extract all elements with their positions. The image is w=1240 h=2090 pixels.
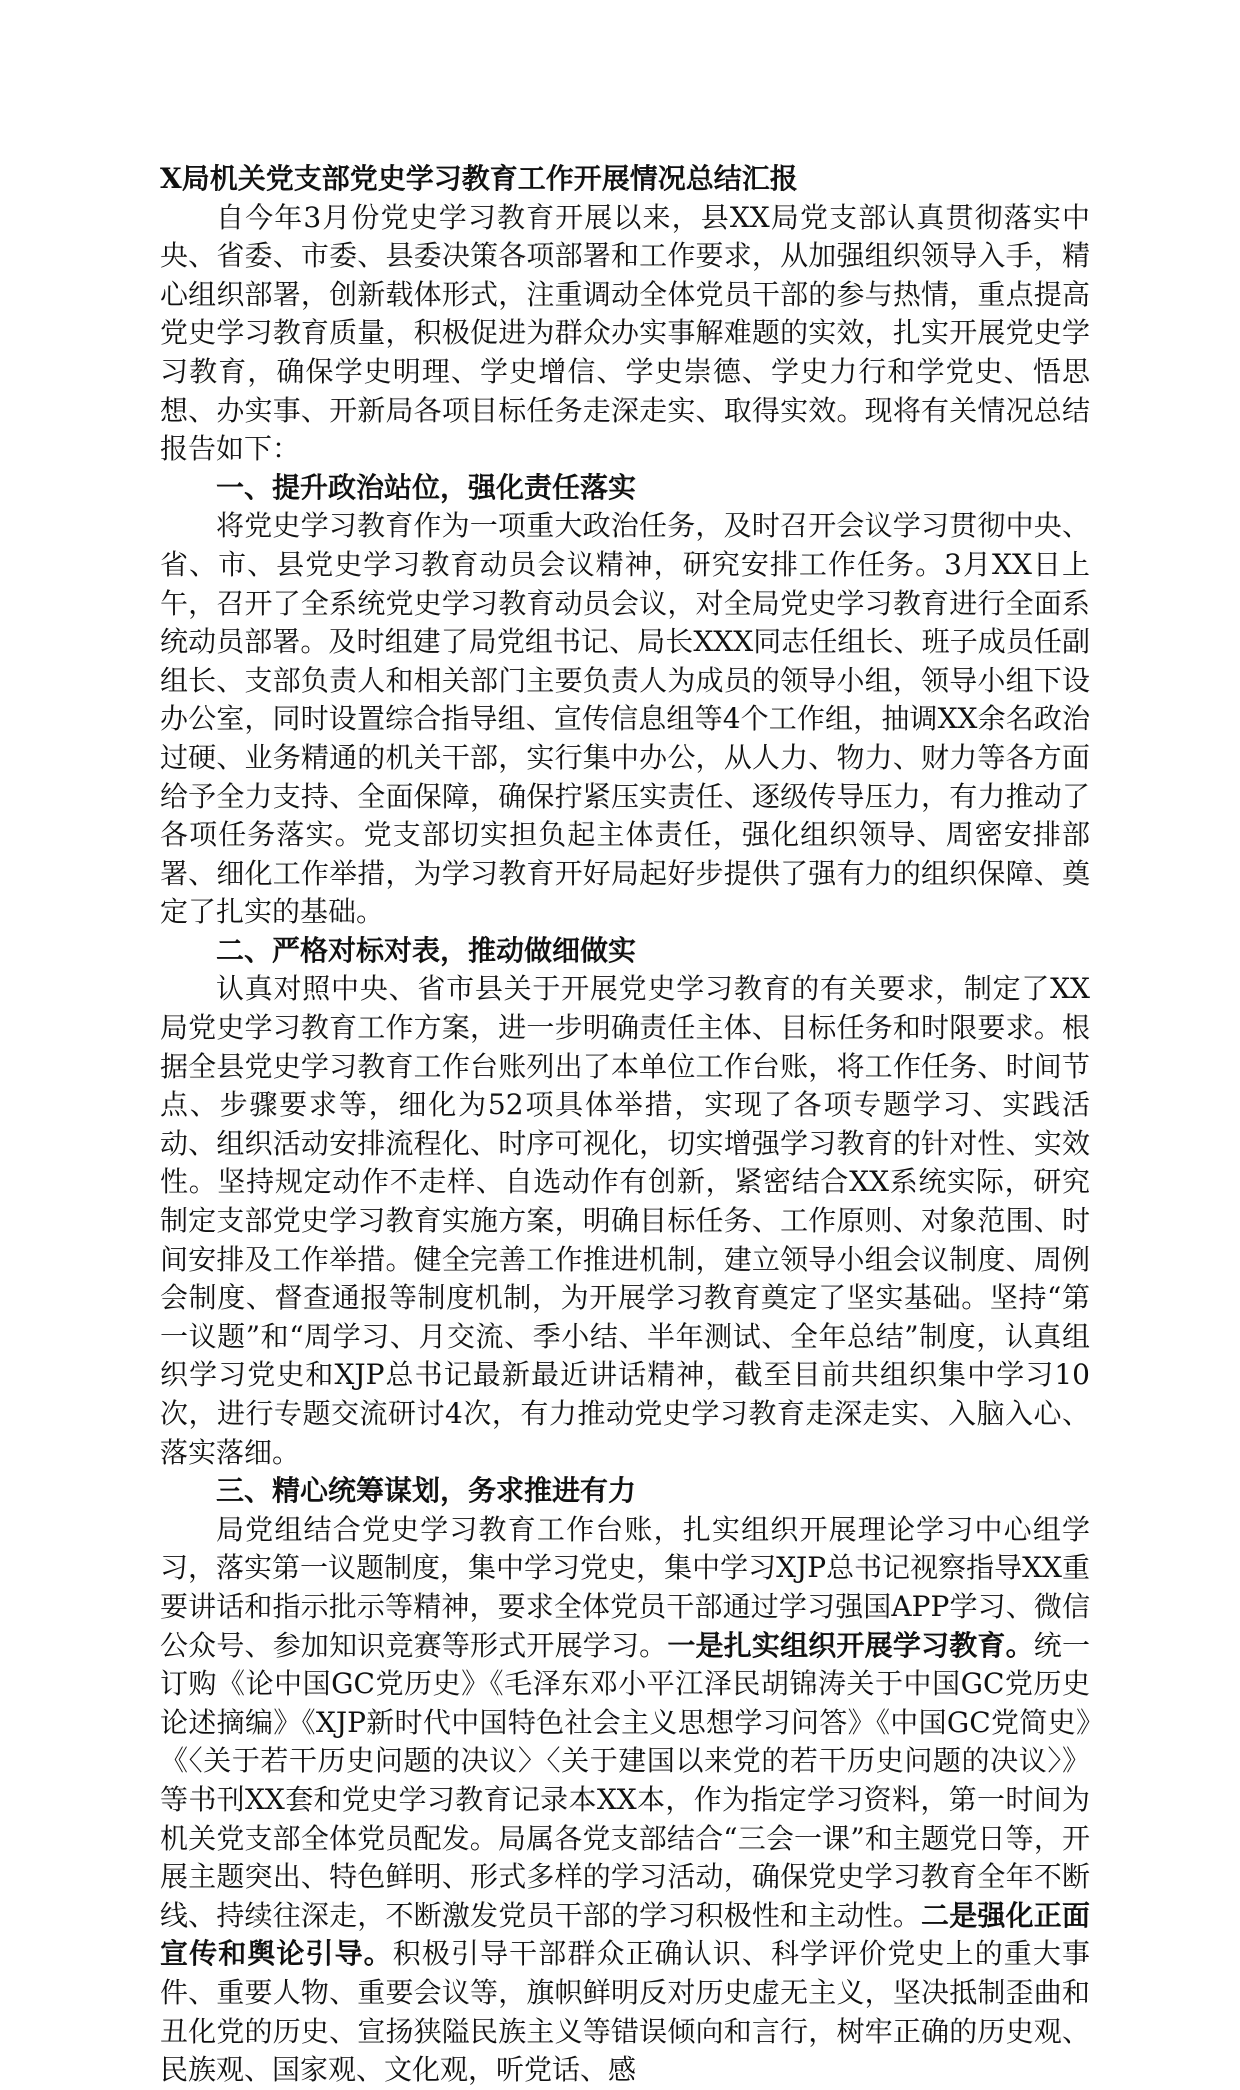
- document-page: [160, 160, 1090, 2090]
- section-2-heading: 二、严格对标对表，推动做细做实: [216, 933, 637, 967]
- document-title: X局机关党支部党史学习教育工作开展情况总结汇报: [160, 162, 798, 195]
- section-2-body: 认真对照中央、省市县关于开展党史学习教育的有关要求，制定了XX局党史学习教育工作方案，进一步明确责任主体、目标任务和时限要求。根据全县党史学习教育工作台账列出了本单位工作台账，将工作任务、时间节点、步骤要求等，细化为52项具体举措，实现了各项专题学习、实践活动、组织活动安排流程化、时序可视化，切实增强学习教育的针对性、实效性。坚持规定动作不走样、自选动作有创新，紧密结合XX系统实际，研究制定支部党史学习教育实施方案，明确目标任务、工作原则、对象范围、时间安排及工作举措。健全完善工作推进机制，建立领导小组会议制度、周例会制度、督查通报等制度机制，为开展学习教育奠定了坚实基础。坚持“第一议题”和“周学习、月交流、季小结、半年测试、全年总结”制度，认真组织学习党史和XJP总书记最新最近讲话精神，截至目前共组织集中学习10次，进行专题交流研讨4次，有力推动党史学习教育走深走实、入脑入心、落实落细。: [160, 972, 1090, 1469]
- section-3-heading: 三、精心统筹谋划，务求推进有力: [216, 1474, 637, 1508]
- section-3-point-2: 二是强化正面宣传和舆论引导。: [160, 1898, 1090, 1971]
- intro-paragraph: 自今年3月份党史学习教育开展以来，县XX局党支部认真贯彻落实中央、省委、市委、县委决策各项部署和工作要求，从加强组织领导入手，精心组织部署，创新载体形式，注重调动全体党员干部的参与热情，重点提高党史学习教育质量，积极促进为群众办实事解难题的实效，扎实开展党史学习教育，确保学史明理、学史增信、学史崇德、学史力行和学党史、悟思想、办实事、开新局各项目标任务走深走实、取得实效。现将有关情况总结报告如下：: [160, 200, 1090, 466]
- section-3-text-2: 统一订购《论中国GC党历史》《毛泽东邓小平江泽民胡锦涛关于中国GC党历史论述摘编》《XJP新时代中国特色社会主义思想学习问答》《中国GC党简史》《〈关于若干历史问题的决议〉〈关于建国以来党的若干历史问题的决议〉》等书刊XX套和党史学习教育记录本XX本，作为指定学习资料，第一时间为机关党支部全体党员配发。局属各党支部结合“三会一课”和主题党日等，开展主题突出、特色鲜明、形式多样的学习活动，确保党史学习教育全年不断线、持续往深走，不断激发党员干部的学习积极性和主动性。: [160, 1628, 1090, 1932]
- section-1-body: 将党史学习教育作为一项重大政治任务，及时召开会议学习贯彻中央、省、市、县党史学习教育动员会议精神，研究安排工作任务。3月XX日上午，召开了全系统党史学习教育动员会议，对全局党史学习教育进行全面系统动员部署。及时组建了局党组书记、局长XXX同志任组长、班子成员任副组长、支部负责人和相关部门主要负责人为成员的领导小组，领导小组下设办公室，同时设置综合指导组、宣传信息组等4个工作组，抽调XX余名政治过硬、业务精通的机关干部，实行集中办公，从人力、物力、财力等各方面给予全力支持、全面保障，确保拧紧压实责任、逐级传导压力，有力推动了各项任务落实。党支部切实担负起主体责任，强化组织领导、周密安排部署、细化工作举措，为学习教育开好局起好步提供了强有力的组织保障、奠定了扎实的基础。: [160, 509, 1090, 929]
- section-3-point-1: 一是扎实组织开展学习教育。: [667, 1628, 1034, 1662]
- section-3-text-1: 局党组结合党史学习教育工作台账，扎实组织开展理论学习中心组学习，落实第一议题制度，集中学习党史，集中学习XJP总书记视察指导XX重要讲话和指示批示等精神，要求全体党员干部通过学习强国APP学习、微信公众号、参加知识竞赛等形式开展学习。: [160, 1512, 1090, 1662]
- section-3-text-3: 积极引导干部群众正确认识、科学评价党史上的重大事件、重要人物、重要会议等，旗帜鲜明反对历史虚无主义，坚决抵制歪曲和丑化党的历史、宣扬狭隘民族主义等错误倾向和言行，树牢正确的历史观、民族观、国家观、文化观，听党话、感: [160, 1937, 1090, 2087]
- section-3-body: [160, 1511, 1090, 2090]
- section-1-heading: 一、提升政治站位，强化责任落实: [216, 470, 637, 504]
